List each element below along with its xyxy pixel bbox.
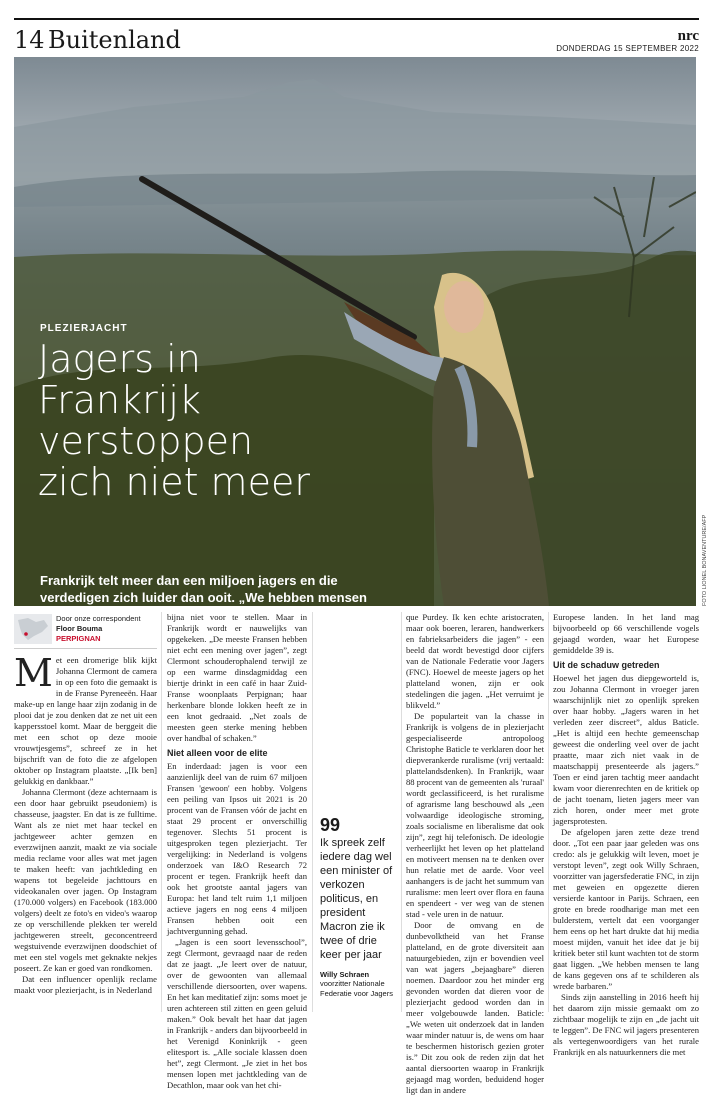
paragraph: bijna niet voor te stellen. Maar in Frankrijk wordt er nauwelijks van opgekeken. „De meeste Fransen hebben niet echt een mening over jagen”, zegt Clermont schouderophalend terwijl ze op een warme dinsdagmiddag een biertje drinkt in een café in haar Zuid-Franse woonplaats Perpignan; haar herkenbare blonde lokken heeft ze in een knot gedraaid. „Net zoals de meesten geen sterke mening hebben over handbal of schaken.” [167, 612, 307, 743]
paragraph: Door de omvang en de dunbevolktheid van het Franse platteland, en de grote diversiteit aan natuurgebieden, zijn er bovendien veel van wat jagers „bejaagbare” dieren noemen. Daardoor zou het minder erg gevonden worden dat dieren voor de plezierjacht gedood worden dan in meer volgebouwde landen. Baticle: „We weten uit onderzoek dat in landen waar minder natuur is, de wens om haar te beschermen historisch gezien groter is.” Dit zou ook de reden zijn dat het aantal diersoorten waarop in Frankrijk gejaagd mag worden, beduidend hoger ligt dan in andere [406, 920, 544, 1095]
paragraph: Met een dromerige blik kijkt Johanna Clermont de camera in op een foto die gemaakt is in de Franse Pyreneeën. Haar make-up en lange haar zijn zodanig in de plooi dat je zou denken dat ze net uit een kappersstoel komt. Maar de berggeit die met een schot op deze mooie vrouwtjesgems”, schreef ze in het bijschrift van de foto die ze afgelopen oktober op Instagram plaatste. „[Ik ben] gelukkig en dankbaar.” [14, 651, 157, 786]
byline-label: Door onze correspondent [56, 614, 141, 623]
column-divider [548, 612, 549, 1012]
paragraph: que Purdey. Ik ken echte aristocraten, maar ook boeren, leraren, handwerkers en fabrieksarbeiders die jagen” - een beeld dat wordt bevestigd door cijfers van de Nationale Federatie voor Jagers (FNC). Hoewel de meeste jagers op het platteland wonen, zijn er ook stedelingen die jagen. „Het verruimt je blikveld.” [406, 612, 544, 710]
subheading: Niet alleen voor de elite [167, 748, 268, 758]
paragraph: Sinds zijn aanstelling in 2016 heeft hij het daarom zijn missie gemaakt om zo zichtbaar mogelijk te zijn en „de jacht uit te leggen”. De FNC wil jagers presenteren als vertegenwoordigers van het rurale Frankrijk en als natuurkenners die met [553, 992, 699, 1057]
paragraph: Johanna Clermont (deze achternaam is een door haar gebruikt pseudoniem) is chasseuse, jaagster. En dat is ze fulltime. Want als ze niet met haar teckel en jachtgeweer achter gemzen en everzwijnen aanzit, maakt ze via sociale media reclame voor alles wat met jagen te maken heeft: van jachtkleding en wapens tot begeleide jachttours en videokanalen over jagen. Op Instagram (170.000 volgers) en Facebook (183.000 volgers) deelt ze foto's en video's waarop ze op verschillende plekken ter wereld jachtgeweren streelt, geconcentreerd wegstuivende everzwijnen doodschiet of met een stel vogels met geknakte nekjes poseert. Ze kan er goed van rondkomen. [14, 787, 157, 973]
paragraph: En inderdaad: jagen is voor een aanzienlijk deel van de ruim 67 miljoen Fransen 'gewoon' een hobby. Volgens een peiling van Ipsos uit 2021 is 20 procent van de Fransen vóór de jacht en staat 29 procent er onverschillig tegenover. Slechts 51 procent is uitgesproken tegen plezierjacht. Ter vergelijking: in Nederland is volgens onderzoek van I&O Research 72 procent er tegen. Frankrijk heeft dan ook het grootste aantal jagers van Europa: het land telt ruim 1,1 miljoen actieve jagers en nog eens 4 miljoen Fransen hebben ooit een jachtvergunning gehad. [167, 761, 307, 936]
intro-text: Frankrijk telt meer dan een miljoen jagers en die verdedigen zich luider dan ooit. „We hebben mensen [40, 573, 367, 605]
pull-quote-name: Willy Schraen [320, 970, 370, 979]
photo-credit [702, 514, 710, 606]
page-number: 14 [14, 26, 45, 54]
byline [14, 612, 157, 649]
paragraph: Europese landen. In het land mag bijvoorbeeld op 66 verschillende vogels gejaagd worden, waar het Europese gemiddelde 39 is. [553, 612, 699, 655]
page-header [14, 24, 699, 54]
byline-place: PERPIGNAN [56, 634, 101, 643]
article-column-1 [14, 612, 157, 996]
paragraph: De afgelopen jaren zette deze trend door. „Tot een paar jaar geleden was ons credo: als je gelukkig wilt leven, moet je verstopt leven”, zegt ook Willy Schraen, voorzitter van jagersfederatie FNC, in zijn met geweien en opgezette dieren versierde kantoor in Parijs. Schraen, een grote en brede roodharige man met een bulderstem, vertelt dat een voorganger hem eens op het hart drukte dat hij media moest mijden, vanuit het idee dat je bij kritiek beter stil kunt wachten tot de storm gaat liggen. „We hebben mensen te lang de kans gegeven ons af te schilderen als wrede barbaren.” [553, 827, 699, 991]
paragraph: Hoewel het jagen dus diepgeworteld is, zou Johanna Clermont in vroeger jaren waarschijnlijk niet zo openlijk spreken over haar hobby. „Jagers waren in het verleden zeer discreet”, aldus Baticle. „Het is altijd een hechte gemeenschap geweest die onderling veel over de jacht praatte, maar zich niet vaak in de maatschappij presenteerde als jagers.” Toen er eind jaren tachtig meer aandacht kwam voor dierenrechten en de kritiek op de jacht toenam, lieten jagers meer van zich horen, onder meer met grote jagersprotesten. [553, 673, 699, 826]
paragraph: Dat een influencer openlijk reclame maakt voor plezierjacht, is in Nederland [14, 974, 157, 995]
nrc-logo: nrc [677, 28, 699, 44]
paragraph: „Jagen is een soort levensschool”, zegt Clermont, gevraagd naar de reden dat ze jaagt. „Je leert over de natuur, over de gewoonten van allemaal verschillende diersoorten, over wapens. En het kan meditatief zijn: soms moet je uren achtereen stil zitten en geen geluid maken.” Ook bevalt het haar dat jagen in Frankrijk - anders dan bijvoorbeeld in het Verenigd Koninkrijk - geen elitesport is. „Alle sociale klassen doen het”, zegt Clermont. „Je ziet in het bos mensen lopen met jachtkleding van de Decathlon, maar ook van het chi- [167, 937, 307, 1090]
photo-credit-text: FOTO LIONEL BONAVENTURE/AFP [702, 514, 708, 606]
dropcap: M [14, 651, 53, 695]
article-column-2 [167, 612, 307, 1091]
kicker-label: PLEZIERJACHT [40, 323, 128, 334]
headline: Jagers in Frankrijk verstoppen zich niet meer [38, 337, 310, 504]
paragraph: De popularteit van la chasse in Frankrijk is volgens de in plezierjacht gespecialiseerde antropoloog Christophe Baticle te verklaren door het diepverankerde ruralisme (vrij vertaald: plattelandsdenken). In Frankrijk, waar 88 procent van de gemeenten als 'ruraal' wordt geclassificeerd, is het ruralisme of agrarisme lang beschouwd als „een volwaardige ideologische stroming, zoals socialisme en liberalisme dat ook zijn”, zegt hij telefonisch. De ideologie verheerlijkt het leven op het platteland en motiveert mensen na te denken over hun relatie met de aarde. Voor veel aanhangers is de jacht het summum van ruralisme: men leert over flora en fauna en spendeert - ver weg van de stenen stad - vele uren in de natuur. [406, 711, 544, 919]
hero-photo [14, 57, 696, 606]
pull-quote-role: voorzitter Nationale Federatie voor Jagers [320, 979, 393, 998]
column-divider [161, 612, 162, 1012]
pull-quote [320, 815, 396, 999]
article-column-4 [553, 612, 699, 1058]
byline-name: Floor Bouma [56, 624, 103, 633]
quote-mark-icon: 99 [320, 815, 341, 835]
pull-quote-text: Ik spreek zelf iedere dag wel een minister of verkozen politicus, en president Macron zie ik twee of drie keer per jaar [320, 837, 393, 961]
section-title: Buitenland [48, 26, 181, 54]
subheading: Uit de schaduw getreden [553, 660, 660, 670]
article-column-3 [406, 612, 544, 1096]
europe-map-icon [14, 614, 52, 644]
column-divider [312, 612, 313, 1012]
column-divider [401, 612, 402, 1012]
byline-text [56, 614, 141, 644]
top-rule [14, 18, 699, 20]
issue-date: DONDERDAG 15 SEPTEMBER 2022 [556, 44, 699, 53]
